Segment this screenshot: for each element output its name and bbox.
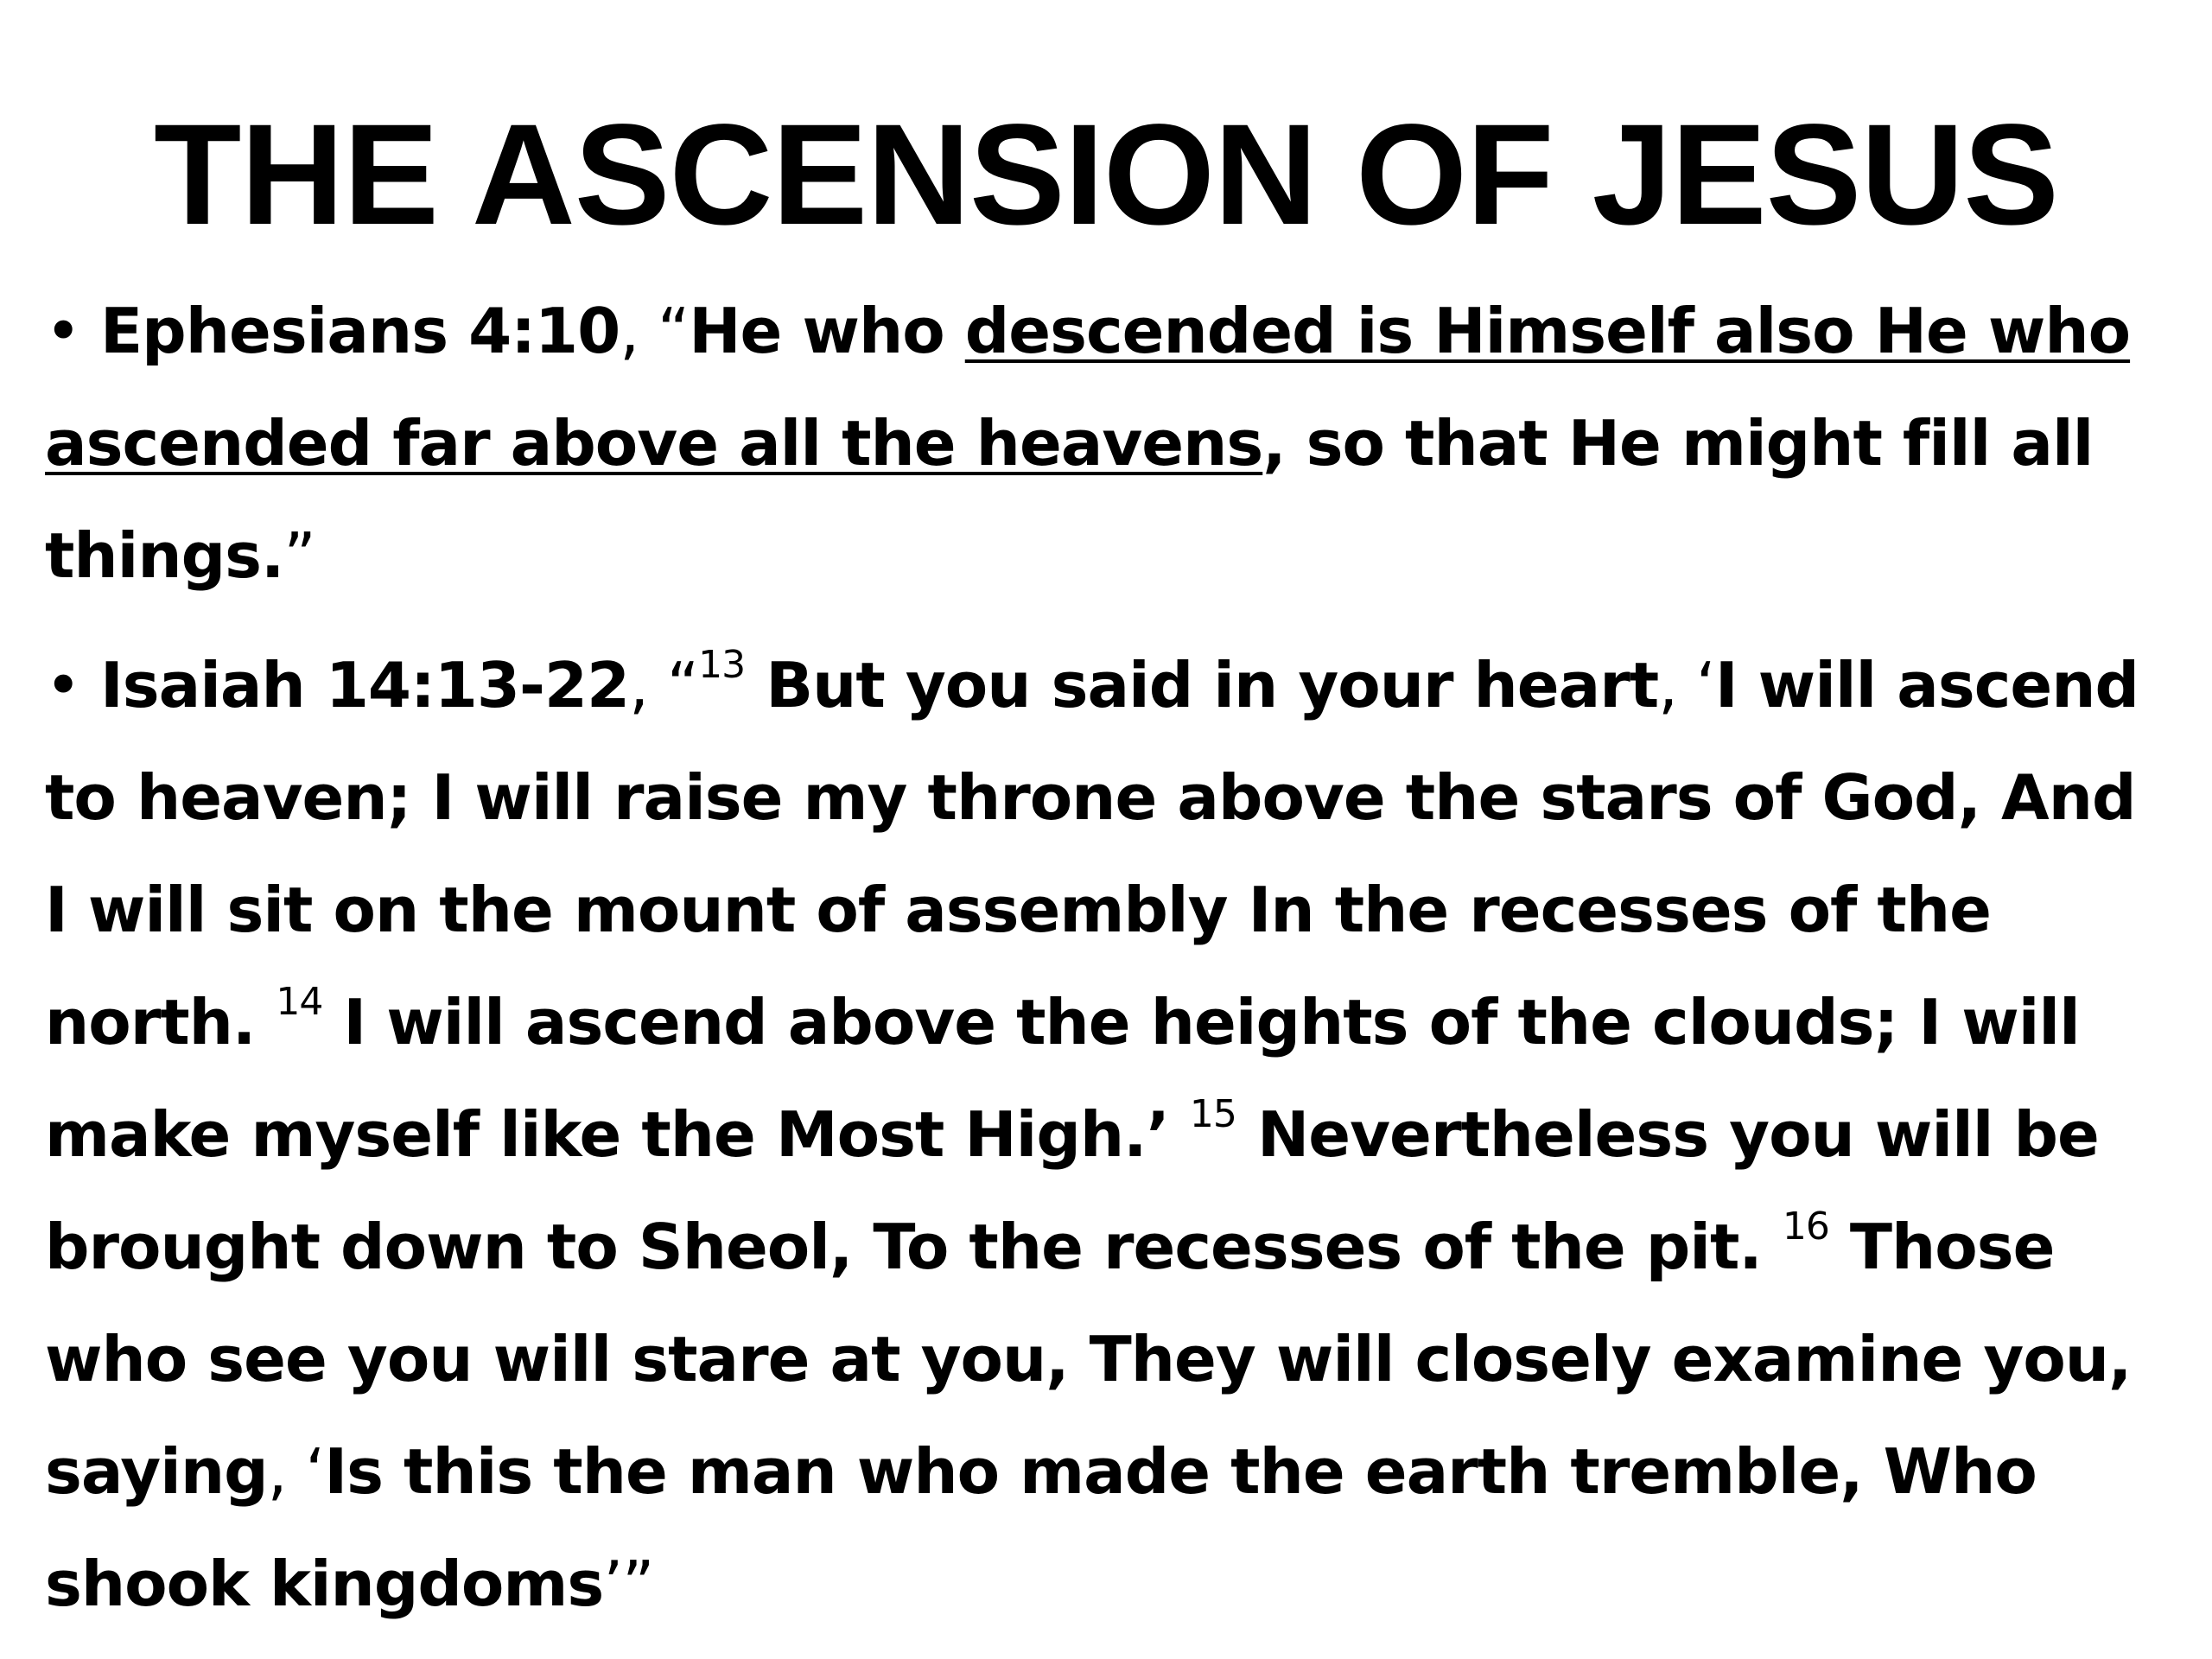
quote-open: , “ bbox=[620, 295, 690, 367]
verse-text: But you said in your heart bbox=[745, 649, 1659, 721]
verse-text: Nevertheless you will be brought down to Sheol, To the recesses of the pit. bbox=[45, 1098, 2099, 1283]
verse-number: 15 bbox=[1189, 1092, 1236, 1136]
bullet-dot-icon: • bbox=[45, 295, 81, 367]
scripture-reference: Ephesians 4:10 bbox=[100, 295, 620, 367]
verse-text: , so that He might fill all things. bbox=[45, 407, 2094, 592]
quote-close: ’” bbox=[603, 1548, 654, 1620]
bullet-isaiah bbox=[45, 629, 2171, 1640]
verse-number: 14 bbox=[276, 980, 323, 1024]
underlined-verse-text: descended is Himself also He who ascended far above all the heavens bbox=[45, 295, 2131, 480]
verse-number: 16 bbox=[1782, 1205, 1829, 1249]
bullet-dot-icon: • bbox=[45, 649, 81, 721]
verse-text: I will ascend above the heights of the clouds; I will make myself like the Most High.’ bbox=[45, 986, 2080, 1171]
scripture-reference: Isaiah 14:13-22 bbox=[100, 649, 630, 721]
verse-text: He who bbox=[689, 295, 965, 367]
verse-text: Those who see you will stare at you, They will closely examine you, saying bbox=[45, 1211, 2132, 1508]
bullet-ephesians bbox=[45, 275, 2171, 612]
verse-text: I will ascend to heaven; I will raise my throne above the stars of God, And I will sit on the mount of assembly In the recesses of the north. bbox=[45, 649, 2139, 1058]
verse-number: 13 bbox=[698, 643, 746, 687]
quote-close: ” bbox=[283, 519, 315, 592]
quote-open: , “ bbox=[629, 649, 699, 721]
quote-inner-open: , ‘ bbox=[267, 1435, 325, 1508]
quote-inner-open: , ‘ bbox=[1658, 649, 1715, 721]
verse-text: Is this the man who made the earth tremble, Who shook kingdoms bbox=[45, 1435, 2037, 1620]
slide-title: THE ASCENSION OF JESUS bbox=[153, 95, 2058, 255]
slide-body bbox=[45, 275, 2171, 1640]
